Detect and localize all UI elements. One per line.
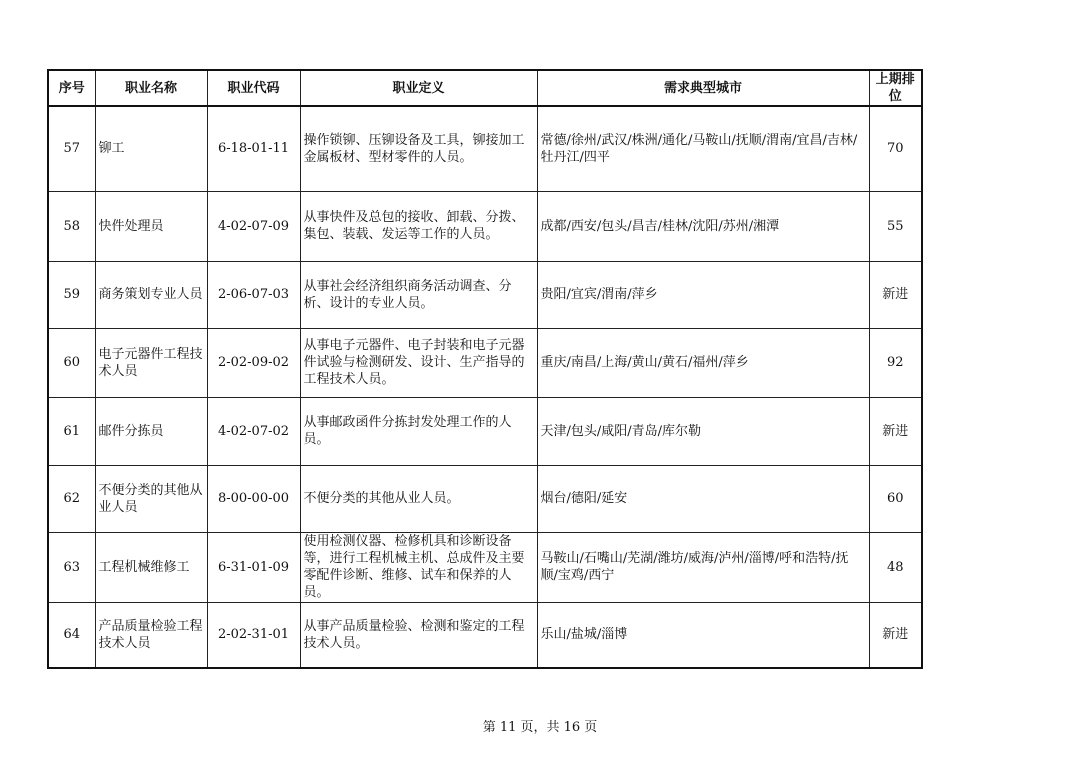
cell-name: 铆工: [95, 106, 207, 191]
cell-code: 6-31-01-09: [207, 532, 300, 602]
cell-rank: 新进: [869, 602, 922, 668]
cell-no: 64: [48, 602, 95, 668]
cell-name: 工程机械维修工: [95, 532, 207, 602]
table-row: [48, 191, 922, 261]
header-code: 职业代码: [207, 70, 300, 106]
cell-definition: 从事电子元器件、电子封装和电子元器件试验与检测研发、设计、生产指导的工程技术人员。: [300, 328, 537, 397]
cell-code: 2-02-09-02: [207, 328, 300, 397]
table-header: [48, 70, 922, 106]
cell-cities: 烟台/德阳/延安: [537, 465, 869, 532]
cell-cities: 天津/包头/咸阳/青岛/库尔勒: [537, 397, 869, 465]
header-definition: 职业定义: [300, 70, 537, 106]
cell-name: 商务策划专业人员: [95, 261, 207, 328]
cell-definition: 从事邮政函件分拣封发处理工作的人员。: [300, 397, 537, 465]
cell-rank: 60: [869, 465, 922, 532]
cell-definition: 不便分类的其他从业人员。: [300, 465, 537, 532]
table-body: [48, 106, 922, 668]
cell-rank: 新进: [869, 397, 922, 465]
cell-definition: 操作锁铆、压铆设备及工具，铆接加工金属板材、型材零件的人员。: [300, 106, 537, 191]
cell-cities: 贵阳/宜宾/渭南/萍乡: [537, 261, 869, 328]
cell-no: 61: [48, 397, 95, 465]
table-row: [48, 261, 922, 328]
cell-no: 60: [48, 328, 95, 397]
cell-no: 58: [48, 191, 95, 261]
cell-rank: 55: [869, 191, 922, 261]
table-row: [48, 532, 922, 602]
cell-cities: 常德/徐州/武汉/株洲/通化/马鞍山/抚顺/渭南/宜昌/吉林/牡丹江/四平: [537, 106, 869, 191]
cell-code: 6-18-01-11: [207, 106, 300, 191]
cell-name: 快件处理员: [95, 191, 207, 261]
cell-rank: 48: [869, 532, 922, 602]
table-row: [48, 465, 922, 532]
cell-cities: 成都/西安/包头/昌吉/桂林/沈阳/苏州/湘潭: [537, 191, 869, 261]
cell-cities: 乐山/盐城/淄博: [537, 602, 869, 668]
cell-definition: 从事快件及总包的接收、卸载、分拨、集包、装载、发运等工作的人员。: [300, 191, 537, 261]
cell-cities: 重庆/南昌/上海/黄山/黄石/福州/萍乡: [537, 328, 869, 397]
cell-code: 4-02-07-02: [207, 397, 300, 465]
table-row: [48, 397, 922, 465]
header-name: 职业名称: [95, 70, 207, 106]
cell-code: 4-02-07-09: [207, 191, 300, 261]
table-row: [48, 328, 922, 397]
header-no: 序号: [48, 70, 95, 106]
cell-no: 57: [48, 106, 95, 191]
cell-definition: 使用检测仪器、检修机具和诊断设备等，进行工程机械主机、总成件及主要零配件诊断、维修、试车和保养的人员。: [300, 532, 537, 602]
cell-rank: 新进: [869, 261, 922, 328]
cell-cities: 马鞍山/石嘴山/芜湖/潍坊/威海/泸州/淄博/呼和浩特/抚顺/宝鸡/西宁: [537, 532, 869, 602]
cell-rank: 70: [869, 106, 922, 191]
cell-name: 电子元器件工程技术人员: [95, 328, 207, 397]
cell-definition: 从事社会经济组织商务活动调查、分析、设计的专业人员。: [300, 261, 537, 328]
cell-definition: 从事产品质量检验、检测和鉴定的工程技术人员。: [300, 602, 537, 668]
cell-code: 2-02-31-01: [207, 602, 300, 668]
table-row: [48, 602, 922, 668]
cell-name: 产品质量检验工程技术人员: [95, 602, 207, 668]
table-row: [48, 106, 922, 191]
cell-no: 62: [48, 465, 95, 532]
cell-code: 2-06-07-03: [207, 261, 300, 328]
cell-code: 8-00-00-00: [207, 465, 300, 532]
cell-no: 59: [48, 261, 95, 328]
cell-name: 不便分类的其他从业人员: [95, 465, 207, 532]
page-footer: 第 11 页，共 16 页: [482, 720, 598, 735]
occupation-table: [47, 69, 923, 669]
cell-no: 63: [48, 532, 95, 602]
cell-rank: 92: [869, 328, 922, 397]
header-rank: 上期排位: [869, 70, 922, 106]
cell-name: 邮件分拣员: [95, 397, 207, 465]
header-cities: 需求典型城市: [537, 70, 869, 106]
